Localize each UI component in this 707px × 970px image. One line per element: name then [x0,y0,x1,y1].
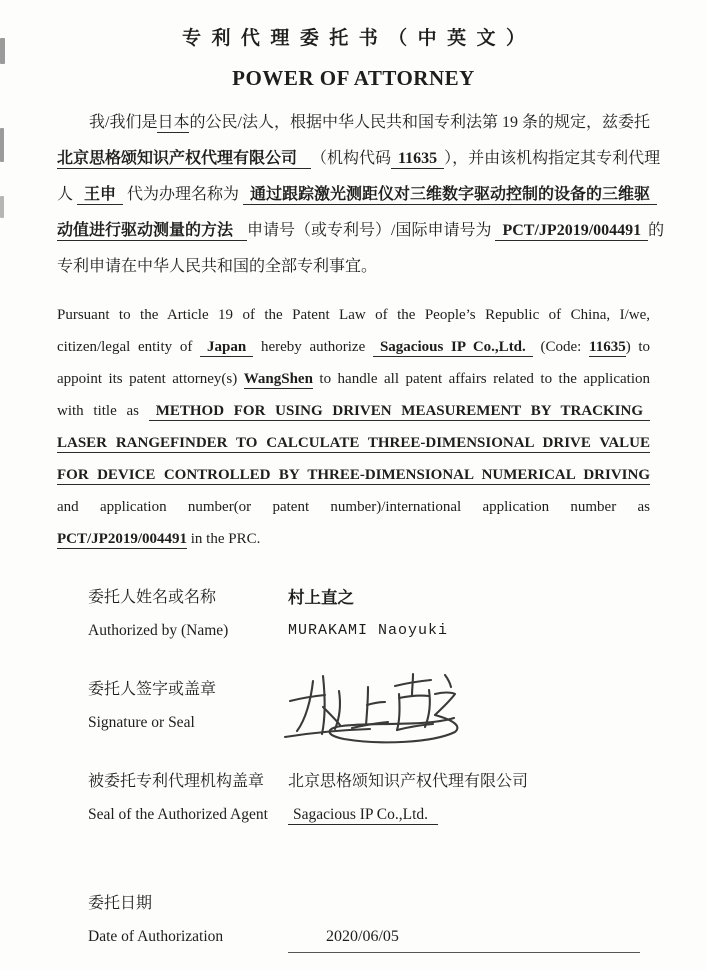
cn-text: 专利申请在中华人民共和国的全部专利事宜。 [57,258,378,275]
invention-title-cn-part1: 通过跟踪激光测距仪对三维数字驱动控制的设备的三维驱 [243,186,657,205]
en-text: hereby authorize [260,339,366,355]
invention-title-en-part2: LASER RANGEFINDER TO CALCULATE THREE-DIMENSIONAL DRIVE VALUE [57,435,650,451]
en-line-4 [57,395,650,427]
nationality-value-cn: 日本 [157,114,190,131]
document-title-chinese: 专利代理委托书（中英文） [182,28,536,49]
signature-label-cn: 委托人签字或盖章 [88,681,217,698]
cn-text: 人 [57,186,74,203]
cn-text: 的 [648,222,665,239]
cn-line-3 [57,177,650,213]
authorized-by-value-cn: 村上直之 [288,588,354,607]
cn-line-2 [57,141,661,177]
en-text: citizen/legal entity of [57,339,193,355]
agency-code-value: 11635 [391,150,444,169]
en-line-7 [57,491,650,523]
authorized-by-label-cn: 委托人姓名或名称 [88,589,217,606]
cn-text: 的公民/法人，根据中华人民共和国专利法第 19 条的规定，兹委托 [189,114,650,131]
agency-code-value-en: 11635 [589,339,626,355]
cn-text: （机构代码 [311,150,392,167]
cn-line-4 [57,213,665,249]
en-line-1 [57,299,650,331]
field-agent-seal [88,765,650,831]
field-signature [88,673,650,739]
agent-seal-value-en: Sagacious IP Co.,Ltd. [288,806,438,825]
agency-name-en: Sagacious IP Co.,Ltd. [373,339,533,357]
cn-text: 我/我们是 [89,114,158,131]
en-line-2 [57,331,650,363]
en-text: appoint its patent attorney(s) [57,371,238,387]
scan-artifact [0,128,4,162]
document-title-english: POWER OF ATTORNEY [232,66,475,90]
chinese-authorization-paragraph [57,105,665,285]
signature-label-en: Signature or Seal [88,714,195,731]
authorized-by-value-en: MURAKAMI Naoyuki [288,622,449,639]
en-text: (Code: [540,339,582,355]
en-text: and application number(or patent number)/international application number as [57,499,650,515]
invention-title-en-part1: METHOD FOR USING DRIVEN MEASUREMENT BY TRACKING [149,403,650,421]
field-authorized-by [88,581,650,647]
field-date [88,887,650,953]
en-line-8 [57,523,650,555]
date-label-en: Date of Authorization [88,928,224,945]
agency-name-cn: 北京思格颂知识产权代理有限公司 [57,150,311,169]
application-number-cn: PCT/JP2019/004491 [495,222,648,241]
cn-line-1 [57,105,650,141]
english-authorization-paragraph [57,299,650,555]
cn-text: ），并由该机构指定其专利代理 [444,150,661,167]
en-text: ) to [625,339,651,355]
attorney-name-cn: 王申 [77,186,123,205]
en-text: in the PRC. [190,531,261,547]
agent-seal-label-cn: 被委托专利代理机构盖章 [88,773,265,790]
scan-artifact [0,196,4,218]
date-label-cn: 委托日期 [88,895,153,912]
en-text: to handle all patent affairs related to the application [319,371,651,387]
en-line-3 [57,363,650,395]
application-number-en: PCT/JP2019/004491 [57,531,187,547]
agent-seal-label-en: Seal of the Authorized Agent [88,806,268,823]
agent-seal-value-cn: 北京思格颂知识产权代理有限公司 [288,773,529,790]
authorization-date-value: 2020/06/05 [288,922,640,953]
scan-artifact [0,38,5,64]
attorney-name-en: WangShen [243,371,313,387]
cn-text: 申请号（或专利号）/国际申请号为 [247,222,492,239]
en-text: with title as [57,403,139,419]
authorized-by-label-en: Authorized by (Name) [88,622,229,639]
en-text: Pursuant to the Article 19 of the Patent Law of the People’s Republic of China, I/we, [57,307,650,323]
signature-handwriting [282,667,467,747]
en-line-5 [57,427,650,459]
cn-text: 代为办理名称为 [127,186,240,203]
cn-line-5 [57,249,650,285]
form-fields [88,581,650,953]
en-line-6 [57,459,650,491]
nationality-value-en: Japan [200,339,253,357]
invention-title-en-part3: FOR DEVICE CONTROLLED BY THREE-DIMENSIONAL NUMERICAL DRIVING [57,467,650,483]
invention-title-cn-part2: 动值进行驱动测量的方法 [57,222,247,241]
